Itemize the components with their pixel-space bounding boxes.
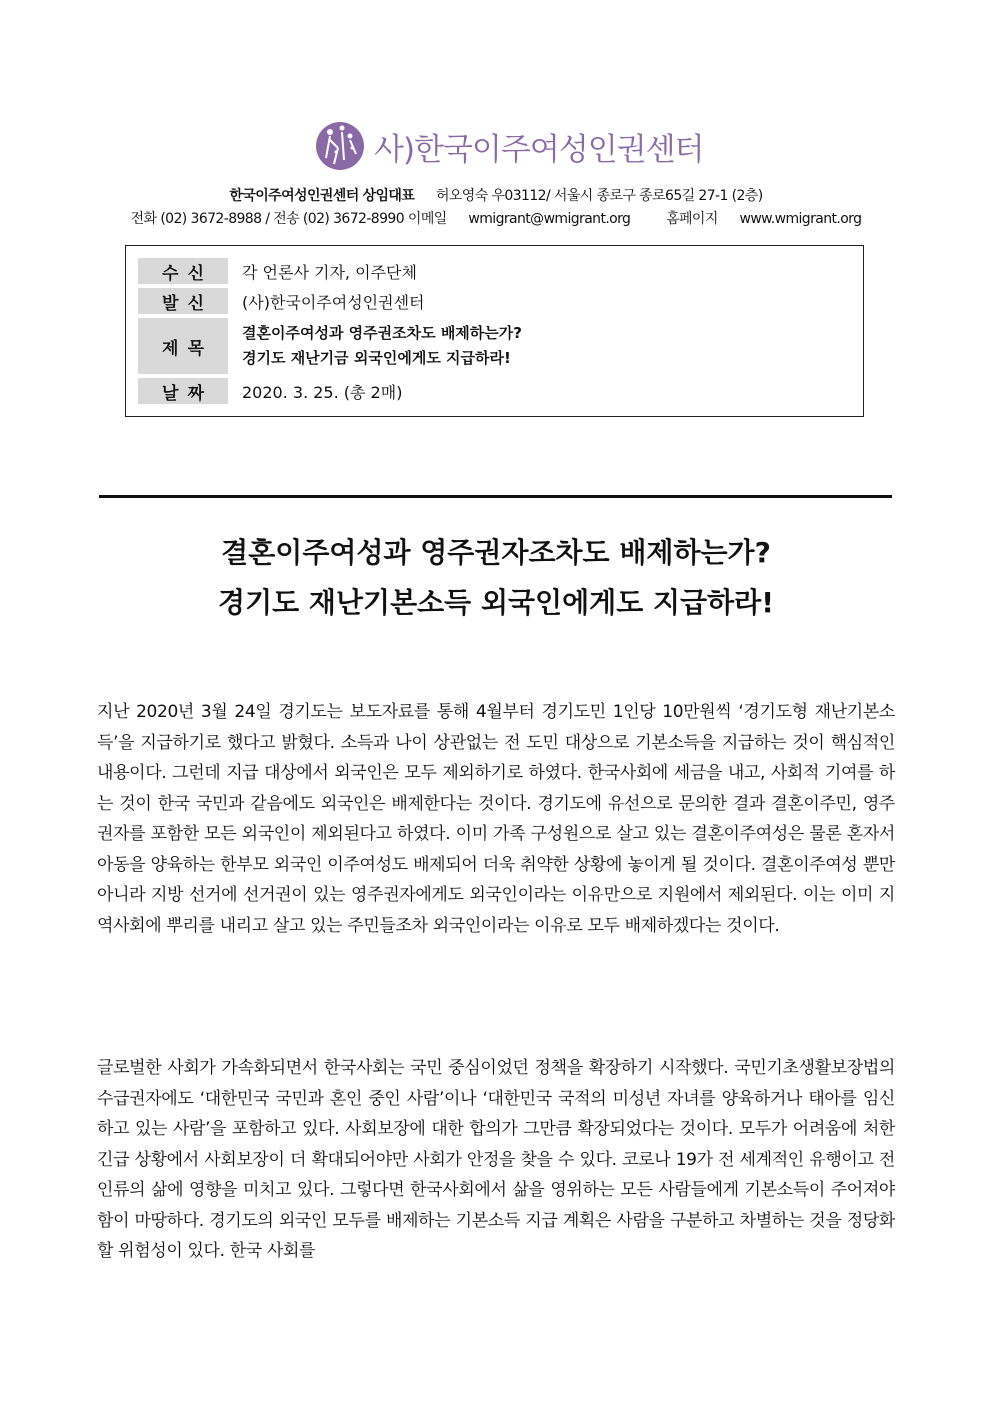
email-label: 이메일 <box>407 211 447 227</box>
body-paragraph-1: 지난 2020년 3월 24일 경기도는 보도자료를 통해 4월부터 경기도민 1인당 10만원씩 ‘경기도형 재난기본소득’을 지급하기로 했다고 밝혔다. 소득과 나이 상관없는 전 도민 대상으로 기본소득을 지급하는 것이 핵심적인 내용이다. 그런데 지급 대상에서 외국인은 모두 제외하기로 하였다. 한국사회에 세금을 내고, 사회적 기여를 하는 것이 한국 국민과 같음에도 외국인은 배제한다는 것이다. 경기도에 유선으로 문의한 결과 결혼이주민, 영주권자를 포함한 모든 외국인이 제외된다고 하였다. 이미 가족 구성원으로 살고 있는 결혼이주여성은 물론 혼자서 아동을 양육하는 한부모 외국인 이주여성도 배제되어 더욱 취약한 상황에 놓이게 될 것이다. 결혼이주여성 뿐만 아니라 지방 선거에 선거권이 있는 영주권자에게도 외국인이라는 이유만으로 지원에서 제외된다. 이는 이미 지역사회에 뿌리를 내리고 살고 있는 주민들조차 외국인이라는 이유로 모두 배제하겠다는 것이다. <box>97 702 895 936</box>
subject-line-1: 결혼이주여성과 영주권조차도 배제하는가? <box>242 324 522 342</box>
homepage-link[interactable]: www.wmigrant.org <box>739 211 862 227</box>
info-row-recipient <box>138 258 417 284</box>
rep-label: 상임대표 <box>362 188 415 204</box>
org-address-line <box>0 185 992 205</box>
info-value-sender: (사)한국이주여성인권센터 <box>242 292 425 312</box>
info-label-sender: 발 신 <box>138 288 228 314</box>
info-value-subject <box>228 321 522 371</box>
org-tel: 전화 (02) 3672-8988 / 전송 (02) 3672-8990 <box>130 211 405 227</box>
info-label-date: 날 짜 <box>138 378 228 404</box>
org-contact-line <box>0 208 992 228</box>
info-value-recipient: 각 언론사 기자, 이주단체 <box>242 262 417 282</box>
org-address: 우03112/ 서울시 종로구 종로65길 27-1 (2층) <box>491 188 763 204</box>
email-link[interactable]: wmigrant@wmigrant.org <box>468 211 631 227</box>
org-logo <box>312 118 704 174</box>
press-release-title <box>0 528 992 628</box>
info-row-date <box>138 378 402 404</box>
recipient-info-box <box>125 245 864 417</box>
org-name: 한국이주여성인권센터 <box>229 188 359 204</box>
info-row-subject <box>138 318 522 374</box>
info-label-subject: 제 목 <box>138 318 228 374</box>
title-line-1: 결혼이주여성과 영주권자조차도 배제하는가? <box>221 536 771 569</box>
info-value-date: 2020. 3. 25. (총 2매) <box>242 382 403 402</box>
section-divider <box>99 495 892 498</box>
info-label-recipient: 수 신 <box>138 258 228 284</box>
info-row-sender <box>138 288 425 314</box>
logo-figures-icon <box>312 118 368 174</box>
body-paragraph-2: 글로벌한 사회가 가속화되면서 한국사회는 국민 중심이었던 정책을 확장하기 시작했다. 국민기초생활보장법의 수급권자에도 ‘대한민국 국민과 혼인 중인 사람’이나 ‘대한민국 국적의 미성년 자녀를 양육하거나 태아를 임신하고 있는 사람’을 포함하고 있다. 사회보장에 대한 합의가 그만큼 확장되었다는 것이다. 모두가 어려움에 처한 긴급 상황에서 사회보장이 더 확대되어야만 사회가 안정을 찾을 수 있다. 코로나 19가 전 세계적인 유행이고 전 인류의 삶에 영향을 미치고 있다. 그렇다면 한국사회에서 삶을 영위하는 모든 사람들에게 기본소득이 주어져야 함이 마땅하다. 경기도의 외국인 모두를 배제하는 기본소득 지급 계획은 사람을 구분하고 차별하는 것을 정당화할 위험성이 있다. 한국 사회를 <box>97 1058 895 1261</box>
rep-name: 허오영숙 <box>435 188 488 204</box>
subject-line-2: 경기도 재난기금 외국인에게도 지급하라! <box>242 349 511 367</box>
title-line-2: 경기도 재난기본소득 외국인에게도 지급하라! <box>218 586 774 619</box>
logo-text: 사)한국이주여성인권센터 <box>374 131 704 168</box>
homepage-label: 홈페이지 <box>666 211 718 227</box>
